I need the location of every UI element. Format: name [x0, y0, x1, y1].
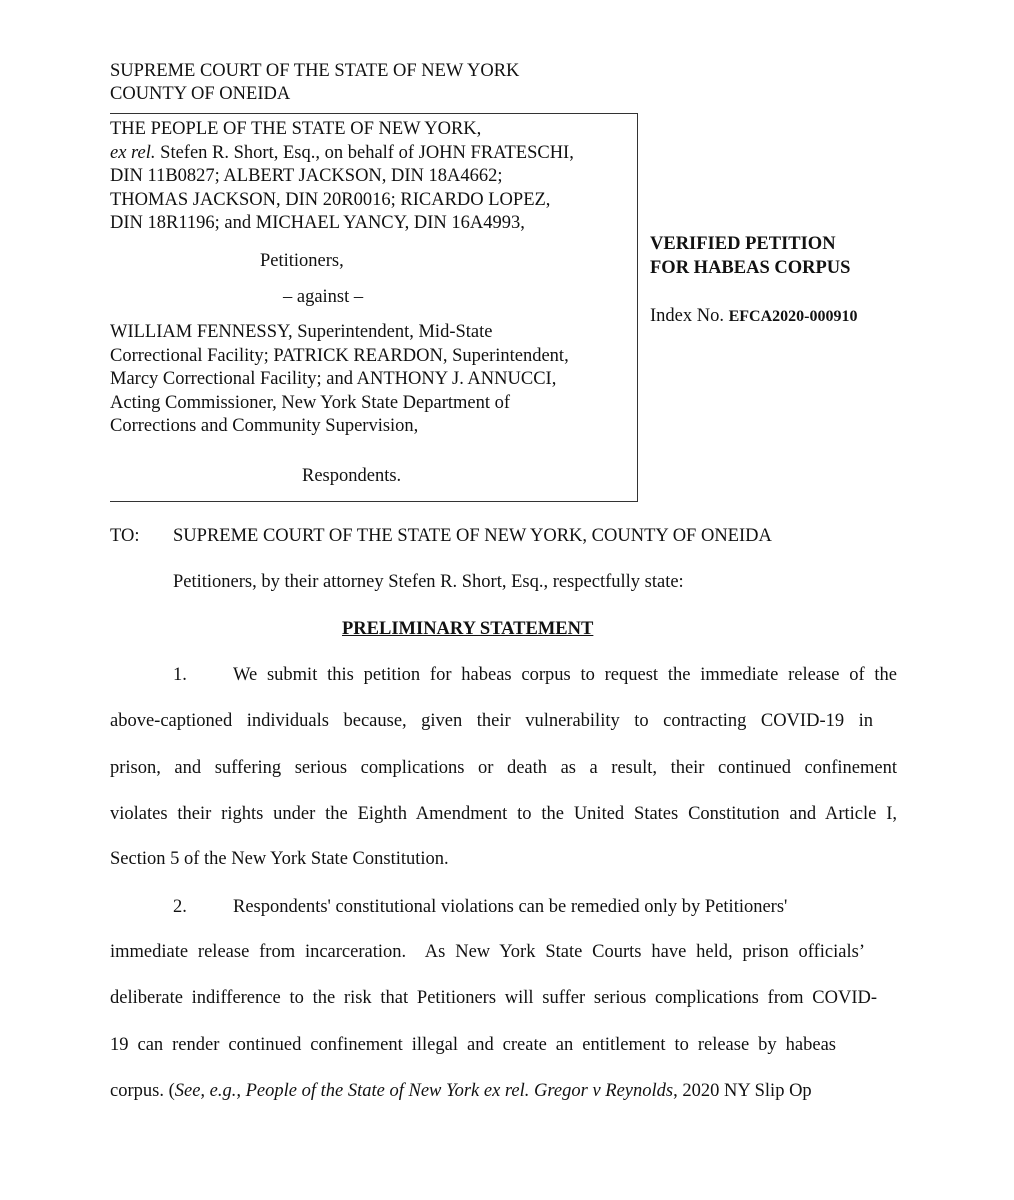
court-line: SUPREME COURT OF THE STATE OF NEW YORK [110, 61, 520, 81]
caption-line: Marcy Correctional Facility; and ANTHONY J. ANNUCCI, [110, 369, 557, 389]
ex-rel: ex rel. [110, 142, 156, 163]
caption-line [110, 142, 574, 166]
respondents-label: Respondents. [302, 466, 402, 486]
caption-line: THOMAS JACKSON, DIN 20R0016; RICARDO LOPEZ, [110, 189, 551, 210]
court-name [110, 60, 519, 106]
paragraph-number: 1. [173, 665, 187, 685]
to-text: SUPREME COURT OF THE STATE OF NEW YORK, COUNTY OF ONEIDA [173, 526, 772, 546]
paragraph-line: prison, and suffering serious complications or death as a result, their continued confinement [110, 758, 897, 778]
case-citation: See, e.g., People of the State of New York ex rel. Gregor v Reynolds [174, 1081, 674, 1101]
caption-line: THE PEOPLE OF THE STATE OF NEW YORK, [110, 119, 482, 139]
citation-suffix: , 2020 NY Slip Op [673, 1081, 812, 1101]
index-label: Index No. [650, 306, 724, 326]
intro-line: Petitioners, by their attorney Stefen R. Short, Esq., respectfully state: [173, 572, 684, 592]
paragraph-line: immediate release from incarceration. As New York State Courts have held, prison officials’ [110, 942, 865, 962]
petitioners-label: Petitioners, [260, 251, 344, 271]
against-label: – against – [283, 287, 364, 307]
paragraph-line: 19 can render continued confinement illegal and create an entitlement to release by habeas [110, 1035, 836, 1055]
caption-line: DIN 18R1196; and MICHAEL YANCY, DIN 16A4993, [110, 213, 525, 233]
index-number [650, 306, 858, 327]
county-line: COUNTY OF ONEIDA [110, 84, 291, 104]
section-heading: PRELIMINARY STATEMENT [342, 619, 594, 639]
citation-prefix: corpus. ( [110, 1081, 175, 1101]
document-title [650, 232, 850, 280]
index-value: EFCA2020-000910 [728, 308, 858, 325]
paragraph-line: violates their rights under the Eighth Amendment to the United States Constitution and Article I, [110, 804, 897, 824]
caption-line: WILLIAM FENNESSY, Superintendent, Mid-State [110, 322, 493, 342]
paragraph-line: above-captioned individuals because, given their vulnerability to contracting COVID-19 in [110, 711, 873, 731]
caption-line: Corrections and Community Supervision, [110, 416, 419, 436]
caption-line: DIN 11B0827; ALBERT JACKSON, DIN 18A4662; [110, 166, 503, 186]
caption-line: Correctional Facility; PATRICK REARDON, Superintendent, [110, 345, 569, 366]
paragraph-line: deliberate indifference to the risk that Petitioners will suffer serious complications from COVID- [110, 988, 877, 1008]
paragraph-line: Section 5 of the New York State Constitution. [110, 849, 449, 869]
paragraph-line: We submit this petition for habeas corpus to request the immediate release of the [233, 665, 897, 685]
to-line [110, 526, 772, 547]
caption-line: Acting Commissioner, New York State Department of [110, 392, 511, 413]
paragraph-line: Respondents' constitutional violations can be remedied only by Petitioners' [233, 897, 788, 917]
petitioners-block [110, 118, 574, 236]
respondents-block [110, 321, 569, 439]
to-label: TO: [110, 526, 140, 546]
title-line: VERIFIED PETITION [650, 234, 836, 254]
caption-text: Stefen R. Short, Esq., on behalf of JOHN FRATESCHI, [160, 142, 574, 163]
title-line: FOR HABEAS CORPUS [650, 258, 851, 278]
paragraph-number: 2. [173, 897, 187, 917]
paragraph-line [110, 1081, 812, 1102]
